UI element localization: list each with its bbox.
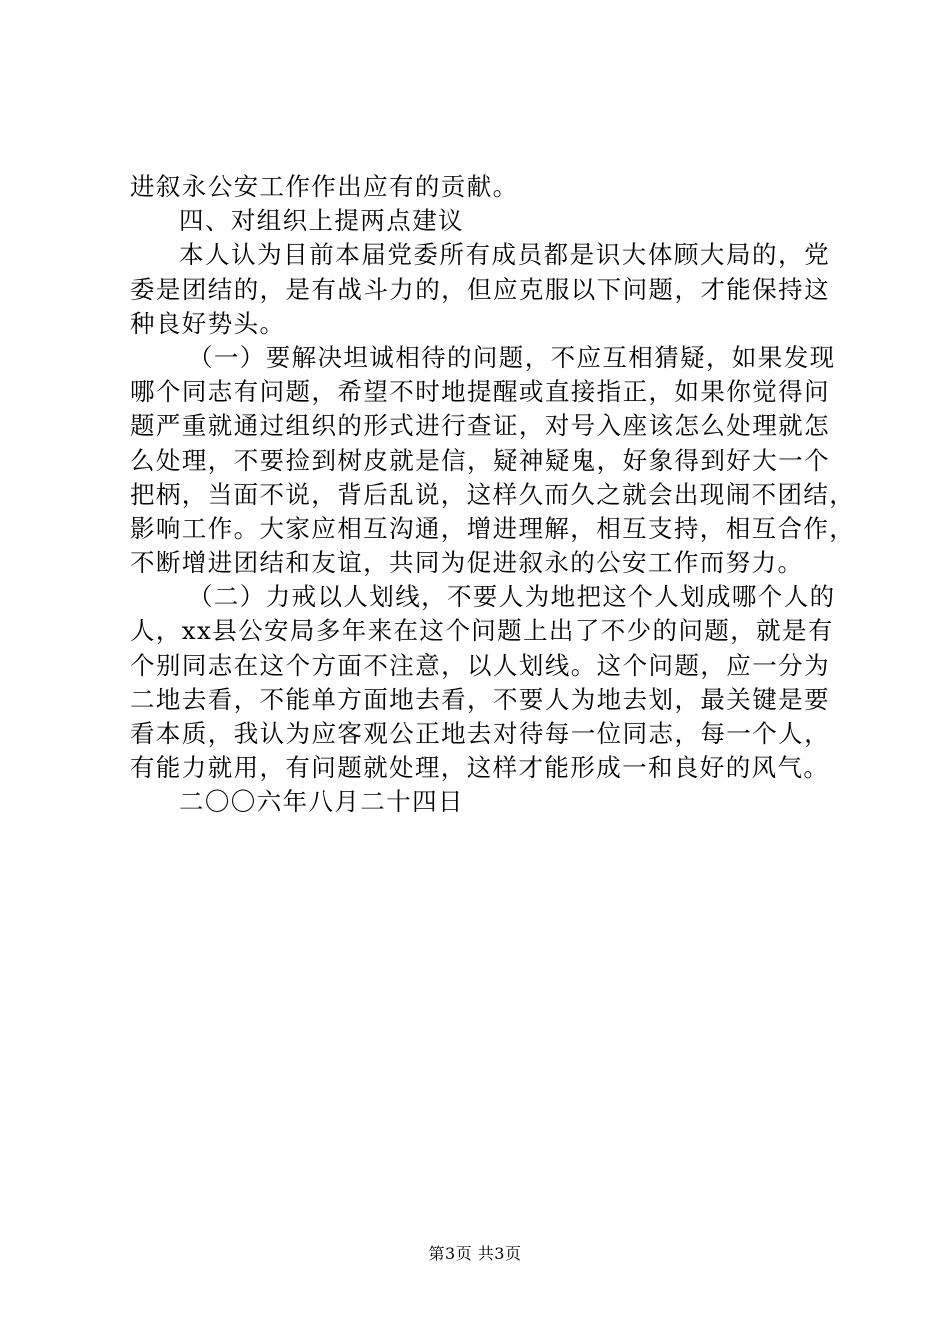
paragraph-line: 么处理，不要捡到树皮就是信，疑神疑鬼，好象得到好大一个 xyxy=(130,445,830,475)
page-number-footer: 第3页 共3页 xyxy=(428,1244,522,1263)
paragraph-line: 人，xx县公安局多年来在这个问题上出了不少的问题，就是有 xyxy=(130,616,834,646)
paragraph-line: 委是团结的，是有战斗力的，但应克服以下问题，才能保持这 xyxy=(130,274,830,304)
document-date: 二〇〇六年八月二十四日 xyxy=(179,787,464,817)
paragraph-line: 看本质，我认为应客观公正地去对待每一位同志，每一个人， xyxy=(130,719,830,748)
paragraph-line: 影响工作。大家应相互沟通，增进理解，相互支持，相互合作， xyxy=(130,513,856,543)
paragraph-line: （一）要解决坦诚相待的问题，不应互相猜疑，如果发现 xyxy=(188,342,836,372)
paragraph-line: 种良好势头。 xyxy=(130,308,286,338)
paragraph-line: （二）力戒以人划线，不要人为地把这个人划成哪个人的 xyxy=(188,582,836,612)
section-heading: 四、对组织上提两点建议 xyxy=(179,206,464,236)
paragraph-line: 进叙永公安工作作出应有的贡献。 xyxy=(130,172,519,201)
paragraph-line: 二地去看，不能单方面地去看，不要人为地去划，最关键是要 xyxy=(130,684,830,714)
paragraph-line: 把柄，当面不说，背后乱说，这样久而久之就会出现闹不团结， xyxy=(130,479,856,509)
paragraph-line: 本人认为目前本届党委所有成员都是识大体顾大局的，党 xyxy=(179,240,830,270)
document-body xyxy=(130,170,856,820)
paragraph-line: 有能力就用，有问题就处理，这样才能形成一和良好的风气。 xyxy=(130,753,830,783)
paragraph-line: 不断增进团结和友谊，共同为促进叙永的公安工作而努力。 xyxy=(130,548,804,578)
paragraph-line: 哪个同志有问题，希望不时地提醒或直接指正，如果你觉得问 xyxy=(130,377,830,407)
paragraph-line: 题严重就通过组织的形式进行查证，对号入座该怎么处理就怎 xyxy=(130,411,830,441)
paragraph-line: 个别同志在这个方面不注意，以人划线。这个问题，应一分为 xyxy=(130,650,830,680)
